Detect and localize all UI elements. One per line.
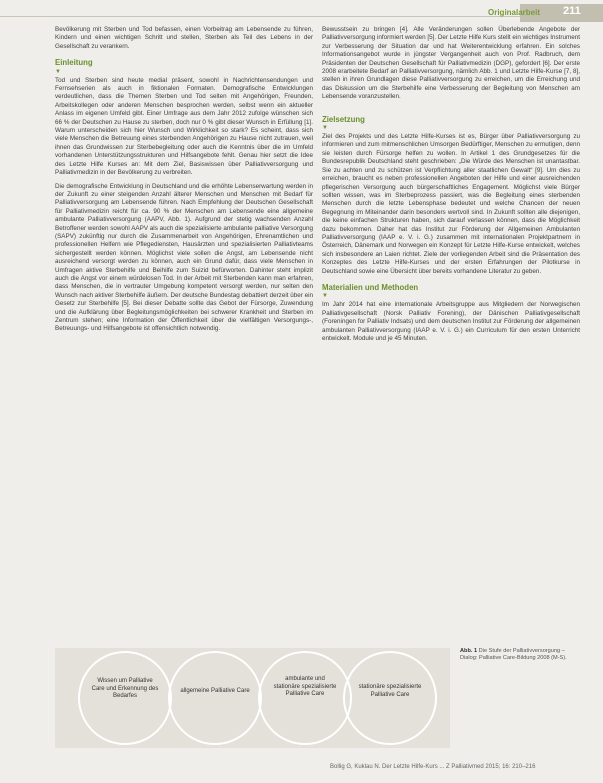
caption-text: Die Stufe der Palliativversorgung – Dialog: Palliative Care-Bildung 2008 (M-S). [460, 648, 567, 661]
section-arrow-icon: ▼ [55, 68, 61, 75]
intro-paragraph-right: Bewusstsein zu bringen [4]. Alle Veränderungen sollen Überlebende Angebote der Palliativversorgung informiert werden [5]. Der Letzte Hilfe Kurs stellt ein wichtiges Instrument zur Verbesserung der Situation dar und hat Weiterentwicklung erfahren. Ein solches Informationsangebot wurde in jüngster Vergangenheit auch von Prof. Radbruch, dem Präsidenten der Deutschen Gesellschaft für Palliativmedizin (DGP), gefordert [6]. Der erste 2008 erarbeitete Bedarf an Palliativversorgung, nämlich Abb. 1 und Letzte Hilfe-Kurse [7, 8], stellen in ihren Grundlagen diese Palliativversorgung zu erreichen, um die Erreichung und das Diskussion um die Sterbehilfe eine Verbesserung der Begleitung von Menschen am Lebensende voranzustellen. [322, 26, 580, 101]
right-column [322, 26, 580, 348]
footer-citation: Bollig G, Kuklau N. Der Letzte Hilfe-Kurs ... Z Palliativmed 2015; 16: 210–216 [330, 764, 536, 770]
page-number: 211 [563, 5, 581, 17]
figure-caption [460, 648, 580, 662]
figure-venn-diagram [55, 648, 450, 748]
methoden-paragraph: Im Jahr 2014 hat eine internationale Arbeitsgruppe aus Mitgliedern der Norwegischen Palliativgesellschaft (Norsk Palliativ Forening), der Dänischen Palliativgesellschaft (Foreningen for Palliativ Indsats) und dem deutschen Institut zur Förderung der allgemeinen ambulanten Palliativversorgung (IAAP e. V. i. G.) ein Curriculum für den ersten Unterricht entwickelt. Module und je 45 Minuten. [322, 301, 580, 342]
heading-einleitung: Einleitung [55, 58, 93, 68]
venn-label-3: ambulante und stationäre spezialisierte Palliative Care [273, 676, 337, 697]
venn-circle-2 [169, 652, 261, 744]
venn-label-2: allgemeine Palliative Care [180, 688, 250, 694]
intro-paragraph: Bevölkerung mit Sterben und Tod befassen, einen Vorbeitrag am Lebensende zu führen, Kindern und einen wichtigen Schritt und stellen, Sterben als Teil des Lebens in der Gesellschaft zu verankern. [55, 26, 313, 50]
venn-label-4: stationäre spezialisierte Palliative Care [358, 684, 422, 698]
heading-methoden: Materialien und Methoden [322, 282, 419, 292]
section-arrow-icon: ▼ [322, 293, 328, 300]
section-arrow-icon: ▼ [322, 125, 328, 132]
section-label: Originalarbeit [488, 8, 541, 17]
left-column [55, 26, 313, 339]
heading-zielsetzung: Zielsetzung [322, 114, 365, 124]
caption-title: Abb. 1 [460, 648, 478, 654]
einleitung-paragraph-1: Tod und Sterben sind heute medial präsent, sowohl in Nachrichtensendungen und Fernsehserien als auch in fiktionalen Formaten. Demografische Entwicklungen verdeutlichen, dass die Themen Sterben und Tod selten mit Angehörigen, Freunden, Arbeitskollegen oder anderen Menschen besprochen werden, selbst wenn ein aktueller Anlass im eigenen Umfeld gibt. Einer Umfrage aus dem Jahr 2012 zufolge wünschen sich 66 % der Deutschen zu Hause zu sterben, doch nur 0 % gibt dieser Wunsch in Erfüllung [1]. Warum unterscheiden sich hier Wunsch und Wirklichkeit so stark? Es scheint, dass sich viele Menschen die Betreuung eines sterbenden Angehörigen zu Hause nicht zutrauen, weil ihnen das Grundwissen zur Sterbebegleitung oder auch die Kenntnis über die im Umfeld vorhandenen Unterstützungsstrukturen und Hilfsangebote fehlt. Genau hier setzt die Idee des Letzte Hilfe Kurses an: Mit dem Ziel, Basiswissen über Palliativversorgung und Palliativmedizin in der Bevölkerung zu verbreiten. [55, 76, 313, 177]
zielsetzung-paragraph: Ziel des Projekts und des Letzte Hilfe-Kurses ist es, Bürger über Palliativversorgung zu informieren und zum mitmenschlichen Umsorgen Bedürftiger, Menschen zu ermutigen, denn sie leisten durch Fürsorge helfen zu wollen. In Artikel 1 des Grundgesetzes für die Bundesrepublik Deutschland steht geschrieben: „Die Würde des Menschen ist unantastbar. Sie zu achten und zu schützen ist Verpflichtung aller staatlichen Gewalt“ [9]. Um dies zu erreichen, braucht es neben professionellen Angeboten der Hilfe und einer ausreichenden pflegerischen Versorgung auch bürgerschaftliches Engagement. Möglichst viele Bürger sollten wissen, was im Sterbeprozess passiert, was die Begleitung eines sterbenden Menschen durch die letzte Lebensphase bedeutet und welche Chancen der neuen Begegnung im Miteinander darin besonders wertvoll sind. In Zukunft sollten alle diejenigen, die keine einfachen Strukturen haben, sich darauf verlassen können, dass die Möglichkeit dazu bekommen. Daher hat das Institut zur Förderung der Allgemeinen Ambulanten Palliativversorgung (IAAP e. V. i. G.) zusammen mit internationalen Projektpartnern in Österreich, Dänemark und Norwegen ein Konzept für Letzte Hilfe-Kurse entwickelt, welches sich insbesondere an Laien richtet. Ziele der vorliegenden Arbeit sind die Präsentation des Konzeptes des Letzte Hilfe-Kurses und der ersten Erfahrungen der Pilotkurse in Deutschland sowie eine Übersicht über bereits vorhandene Literatur zu geben. [322, 133, 580, 275]
venn-label-1: Wissen um Palliative Care und Erkennung des Bedarfes [91, 678, 159, 699]
einleitung-paragraph-2: Die demografische Entwicklung in Deutschland und die erhöhte Lebenserwartung werden in der Zukunft zu einer steigenden Anzahl älterer Menschen und Menschen mit Bedarf für Palliativversorgung am Lebensende führen. Nach Empfehlung der Deutschen Gesellschaft für Palliativmedizin reicht für ca. 90 % der Menschen am Lebensende eine allgemeine ambulante Palliativversorgung (AAPV, Abb. 1). Aufgrund der stetig wachsenden Anzahl Betroffener werden sowohl AAPV als auch die spezialisierte ambulante palliative Versorgung (SAPV) zukünftig nur durch die Zusammenarbeit von Angehörigen, Ehrenamtlichen und professionellen Helfern wie Pflegediensten, Hausärzten und spezialisierten Palliativteams sichergestellt werden können. Möglichst viele sollen die Angst, am Lebensende nicht ausreichend versorgt werden zu können, auch ein Grund dafür, dass viele Menschen in Umfragen aktive Sterbehilfe und Beihilfe zum Suizid befürworten. Dahinter steht implizit auch die Angst vor einem würdelosen Tod. In der Arbeit mit Sterbenden kann man erfahren, dass Menschen, die in vertrauter Umgebung kompetent versorgt werden, nur selten den Wunsch nach aktiver Sterbehilfe äußern. Der deutsche Bundestag debattiert derzeit über ein Gesetz zur Sterbehilfe [5]. Bei dieser Debatte sollte das Gebot der Fürsorge, Zuwendung und die Aufklärung über Begleitungsmöglichkeiten bei schwerer Krankheit und Sterben im Zentrum stehen; eine Information der Öffentlichkeit über die vielfältigen Versorgungs-, Betreuungs- und Hilfsangebote ist offensichtlich notwendig. [55, 182, 313, 333]
